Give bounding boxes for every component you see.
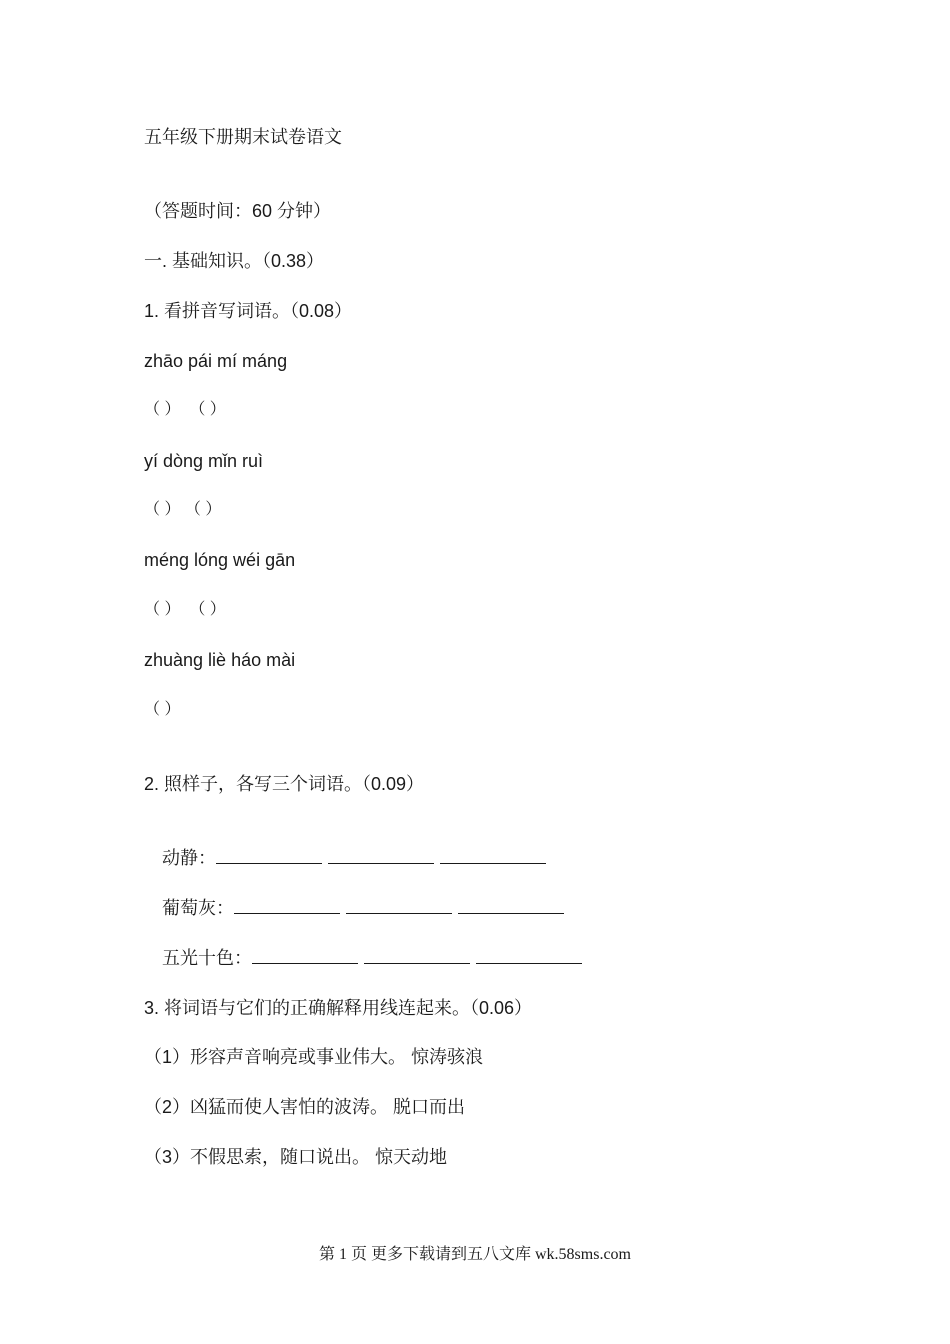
matching-item: （1）形容声音响亮或事业伟大。 惊涛骇浪: [144, 1047, 484, 1067]
question-1-heading: 1. 看拼音写词语。（0.08）: [144, 301, 353, 321]
question-2-heading: 2. 照样子，各写三个词语。（0.09）: [144, 774, 425, 794]
fill-in-row: [144, 922, 588, 994]
fill-in-label: 葡萄灰：: [162, 898, 234, 918]
answer-blank[interactable]: [440, 846, 546, 864]
matching-item: （2）凶猛而使人害怕的波涛。 脱口而出: [144, 1097, 466, 1117]
answer-brackets: （ ） （ ）: [144, 501, 222, 518]
answer-blank[interactable]: [252, 946, 358, 964]
answer-blank[interactable]: [476, 946, 582, 964]
pinyin-row: méng lóng wéi gān: [144, 550, 296, 570]
section-1-heading: 一. 基础知识。（0.38）: [144, 251, 325, 271]
fill-in-label: 动静：: [162, 848, 216, 868]
question-3-heading: 3. 将词语与它们的正确解释用线连起来。（0.06）: [144, 998, 533, 1018]
answer-brackets: （ ）: [144, 701, 181, 718]
pinyin-row: zhuàng liè háo mài: [144, 650, 296, 670]
answer-blank[interactable]: [346, 896, 452, 914]
answer-brackets: （ ） （ ）: [144, 601, 226, 618]
fill-in-label: 五光十色：: [162, 948, 252, 968]
answer-blank[interactable]: [328, 846, 434, 864]
answer-brackets: （ ） （ ）: [144, 401, 226, 418]
pinyin-row: yí dòng mǐn ruì: [144, 451, 264, 471]
page-footer: 第 1 页 更多下载请到五八文库 wk.58sms.com: [318, 1246, 631, 1263]
pinyin-row: zhāo pái mí máng: [144, 351, 288, 371]
answer-blank[interactable]: [234, 896, 340, 914]
time-note: （答题时间：60 分钟）: [144, 201, 332, 221]
answer-blank[interactable]: [458, 896, 564, 914]
document-title: 五年级下册期末试卷语文: [144, 127, 342, 147]
answer-blank[interactable]: [216, 846, 322, 864]
answer-blank[interactable]: [364, 946, 470, 964]
matching-item: （3）不假思索，随口说出。 惊天动地: [144, 1147, 448, 1167]
